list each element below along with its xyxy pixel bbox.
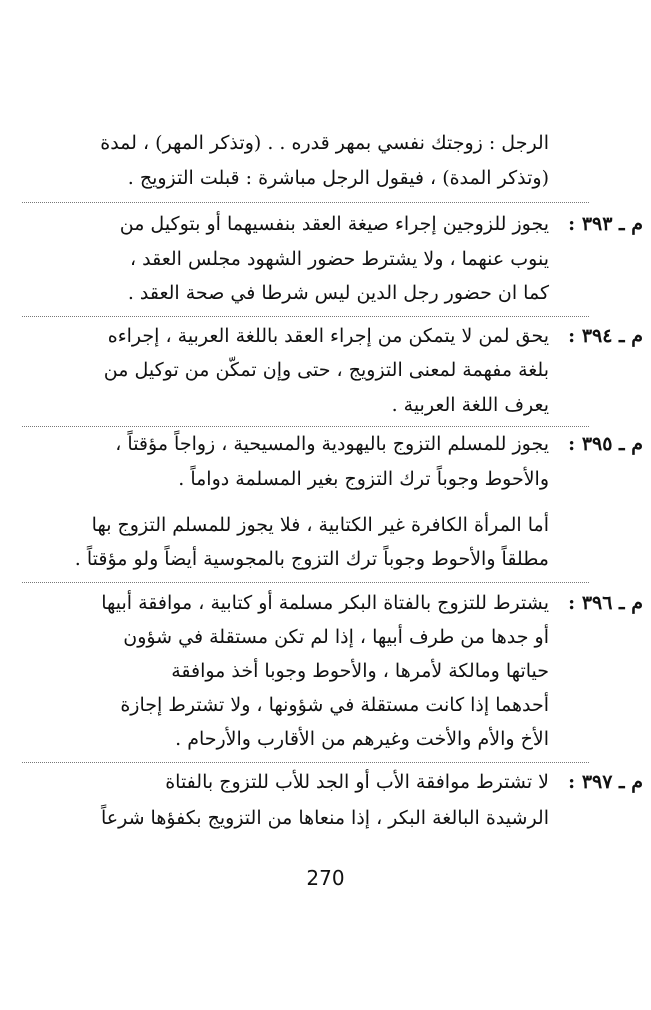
rule-line: والأحوط وجوباً ترك التزوج بغير المسلمة دواماً . bbox=[178, 468, 549, 490]
rule-line: الأخ والأم والأخت وغيرهم من الأقارب والأرحام . bbox=[175, 728, 549, 750]
rule-line: أما المرأة الكافرة غير الكتابية ، فلا يجوز للمسلم التزوج بها bbox=[91, 514, 549, 536]
rule-line: بلغة مفهمة لمعنى التزويج ، حتى وإن تمكّن من توكيل من bbox=[103, 359, 549, 381]
intro-line: الرجل : زوجتك نفسي بمهر قدره . . (وتذكر المهر) ، لمدة bbox=[100, 132, 549, 154]
rule-line: يعرف اللغة العربية . bbox=[391, 394, 549, 416]
rule-label-395: م ـ ٣٩٥ : bbox=[568, 433, 643, 455]
rule-line: الرشيدة البالغة البكر ، إذا منعاها من التزويج بكفؤها شرعاً bbox=[100, 807, 549, 829]
rule-line: ينوب عنهما ، ولا يشترط حضور الشهود مجلس العقد ، bbox=[129, 248, 549, 270]
separator bbox=[22, 762, 589, 763]
rule-line: لا تشترط موافقة الأب أو الجد للأب للتزوج بالفتاة bbox=[165, 771, 549, 793]
rule-line: أحدهما إذا كانت مستقلة في شؤونها ، ولا تشترط إجازة bbox=[120, 694, 549, 716]
rule-label-396: م ـ ٣٩٦ : bbox=[568, 592, 643, 614]
separator bbox=[22, 202, 589, 203]
rule-line: مطلقاً والأحوط وجوباً ترك التزوج بالمجوسية أيضاً ولو مؤقتاً . bbox=[74, 548, 549, 570]
rule-label-394: م ـ ٣٩٤ : bbox=[568, 325, 643, 347]
rule-line: يشترط للتزوج بالفتاة البكر مسلمة أو كتابية ، موافقة أبيها bbox=[101, 592, 549, 614]
page-number: 270 bbox=[306, 866, 345, 890]
separator bbox=[22, 316, 589, 317]
rule-line: كما ان حضور رجل الدين ليس شرطا في صحة العقد . bbox=[127, 282, 549, 304]
separator bbox=[22, 582, 589, 583]
rule-line: يجوز للزوجين إجراء صيغة العقد بنفسيهما أو بتوكيل من bbox=[119, 213, 549, 235]
rule-line: أو جدها من طرف أبيها ، إذا لم تكن مستقلة في شؤون bbox=[123, 626, 549, 648]
intro-line: (وتذكر المدة) ، فيقول الرجل مباشرة : قبلت التزويج . bbox=[127, 167, 549, 189]
rule-line: يحق لمن لا يتمكن من إجراء العقد باللغة العربية ، إجراءه bbox=[107, 325, 549, 347]
rule-line: يجوز للمسلم التزوج باليهودية والمسيحية ، زواجاً مؤقتاً ، bbox=[115, 433, 549, 455]
rule-label-397: م ـ ٣٩٧ : bbox=[568, 771, 643, 793]
rule-label-393: م ـ ٣٩٣ : bbox=[568, 213, 643, 235]
rule-line: حياتها ومالكة لأمرها ، والأحوط وجوبا أخذ موافقة bbox=[171, 660, 549, 682]
